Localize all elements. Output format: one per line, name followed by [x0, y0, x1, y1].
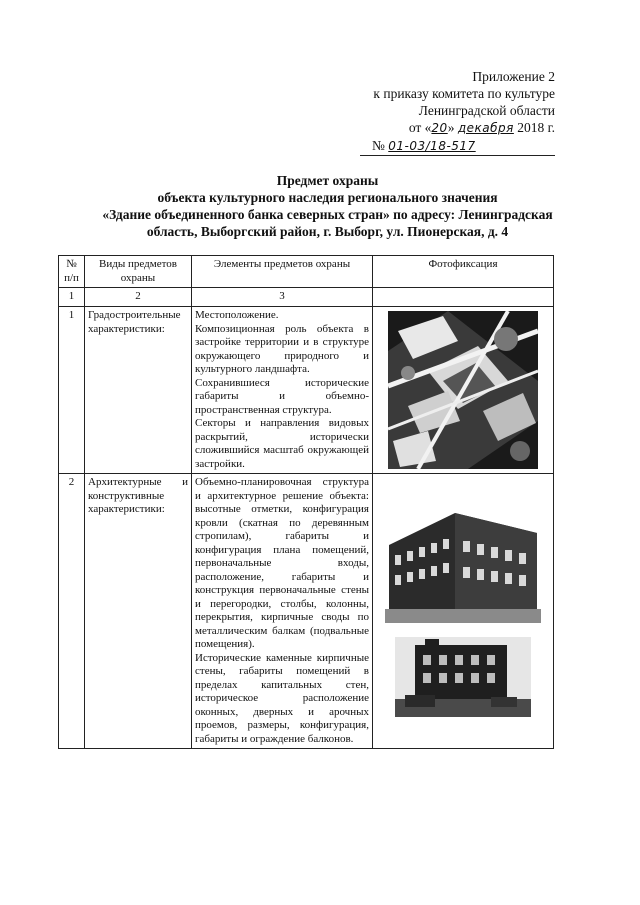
col-number: 3: [192, 288, 373, 307]
appendix-title: Приложение 2: [472, 69, 555, 84]
element-paragraph: Композиционная роль объекта в застройке территории и в структуре окружающего природного и культурного ландшафта.: [195, 322, 369, 375]
header-num: № п/п: [59, 256, 85, 288]
document-title: [60, 172, 595, 240]
element-paragraph: Секторы и направления видовых раскрытий, исторически сложившийся масштаб окружающей застройки.: [195, 417, 369, 470]
building-facade-photo: [385, 505, 541, 623]
date-year: 2018 г.: [517, 120, 555, 135]
element-paragraph: Исторические каменные кирпичные стены, габариты помещений в пределах капитальных стен, историческое расположение оконных, дверных и арочных проемов, размеры, конфигурация, габариты и ограждение балконов.: [195, 651, 369, 745]
appendix-order-ref: к приказу комитета по культуре: [373, 86, 555, 101]
appendix-committee: Ленинградской области: [418, 103, 555, 118]
header-types: Виды предметов охраны: [85, 256, 192, 288]
date-day: 20: [431, 121, 448, 135]
row-number: 1: [59, 307, 85, 474]
row-type: Архитектурные и конструктивные характеристики:: [85, 474, 192, 749]
row-elements: [192, 474, 373, 749]
header-elements: Элементы предметов охраны: [192, 256, 373, 288]
table-header-row: [59, 256, 554, 288]
element-paragraph: Объемно-планировочная структура и архитектурное решение объекта: высотные отметки, конфигурация кровли (скатная по деревянным стропилам), габариты и конфигурация плана помещений, первоначальные входы, расположение, габариты и конструкция первоначальные стены и перегородки, столбы, колонны, перекрытия, кирпичные своды по металлическим балкам (подвальные помещения).: [195, 476, 369, 650]
row-type: Градостроительные характеристики:: [85, 307, 192, 474]
appendix-header: [360, 68, 555, 156]
col-number: 1: [59, 288, 85, 307]
row-number: 2: [59, 474, 85, 749]
table-row: [59, 307, 554, 474]
title-line-4: область, Выборгский район, г. Выборг, ул. Пионерская, д. 4: [146, 224, 509, 239]
order-number: 01-03/18-517: [388, 139, 476, 153]
header-photo: Фотофиксация: [373, 256, 554, 288]
appendix-date: от «20» декабря 2018 г.: [408, 120, 555, 135]
title-line-2: объекта культурного наследия регионального значения: [157, 190, 498, 205]
aerial-photo: [388, 311, 538, 469]
col-number: 2: [85, 288, 192, 307]
protection-table: [58, 255, 554, 749]
building-corner-photo: [395, 637, 531, 717]
table-row: [59, 474, 554, 749]
title-line-1: Предмет охраны: [276, 173, 379, 188]
appendix-number: № 01-03/18-517: [360, 137, 555, 156]
element-paragraph: Сохранившиеся исторические габариты и объемно-пространственная структура.: [195, 376, 369, 416]
building-photos-cell: [373, 474, 554, 749]
row-elements: [192, 307, 373, 474]
element-paragraph: Местоположение.: [195, 309, 279, 321]
aerial-photo-cell: [373, 307, 554, 474]
col-number: [373, 288, 554, 307]
title-line-3: «Здание объединенного банка северных стран» по адресу: Ленинградская: [102, 207, 553, 222]
column-number-row: [59, 288, 554, 307]
date-month: декабря: [457, 121, 514, 135]
